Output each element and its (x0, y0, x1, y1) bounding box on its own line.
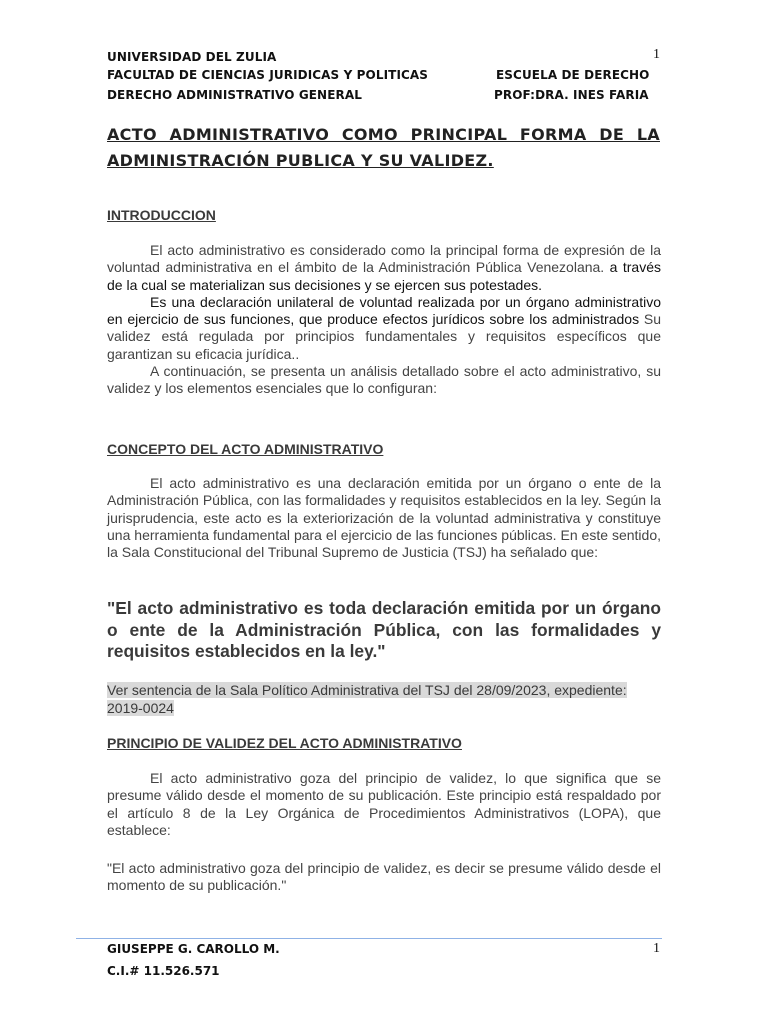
title-line-1: ACTO ADMINISTRATIVO COMO PRINCIPAL FORMA DE LA (107, 125, 660, 144)
footer-author: GIUSEPPE G. CAROLLO M. (107, 942, 280, 956)
intro-paragraph (107, 242, 661, 398)
validity-p1-text: El acto administrativo goza del principio de validez, lo que significa que se presume válido desde el momento de su publicación. Este principio está respaldado por el artículo 8 de la Ley Orgánica de Procedimientos Administrativos (LOPA), que establece: (107, 770, 661, 838)
intro-p2-text: Su validez está regulada por principios fundamentales y requisitos específicos que garantizan su eficacia jurídica.. (107, 311, 661, 362)
concept-quote: "El acto administrativo es toda declaración emitida por un órgano o ente de la Administración Pública, con las formalidades y requisitos establecidos en la ley." (107, 598, 661, 662)
header-page-number: 1 (653, 47, 660, 62)
header-faculty: FACULTAD DE CIENCIAS JURIDICAS Y POLITICAS (107, 68, 429, 82)
header-professor: PROF:DRA. INES FARIA (494, 88, 649, 102)
concept-p1-text: El acto administrativo es una declaración emitida por un órgano o ente de la Administración Pública, con las formalidades y requisitos establecidos en la ley. Según la jurisprudencia, este acto es la exteriorización de la voluntad administrativa y constituye una herramienta fundamental para el ejercicio de las funciones públicas. En este sentido, la Sala Constitucional del Tribunal Supremo de Justicia (TSJ) ha señalado que: (107, 475, 661, 561)
sentence-reference-text: Ver sentencia de la Sala Político Administrativa del TSJ del 28/09/2023, expediente: 2019-0024 (107, 682, 627, 716)
intro-p1-text-dark: a través de la cual se materializan sus decisiones y se ejercen sus potestades. (107, 259, 661, 293)
intro-heading: INTRODUCCION (107, 207, 216, 223)
title-line-2: ADMINISTRACIÓN PUBLICA Y SU VALIDEZ. (107, 151, 494, 170)
header-course: DERECHO ADMINISTRATIVO GENERAL (107, 88, 362, 102)
header-school: ESCUELA DE DERECHO (496, 68, 650, 82)
validity-paragraph (107, 770, 661, 839)
intro-p3-text: A continuación, se presenta un análisis detallado sobre el acto administrativo, su validez y los elementos esenciales que lo configuran: (107, 363, 661, 397)
intro-p1-text: El acto administrativo es considerado como la principal forma de expresión de la voluntad administrativa en el ámbito de la Administración Pública Venezolana. (107, 242, 661, 276)
footer-divider (76, 938, 662, 939)
document-title (107, 122, 660, 174)
sentence-reference (107, 682, 661, 717)
validity-heading: PRINCIPIO DE VALIDEZ DEL ACTO ADMINISTRATIVO (107, 735, 462, 751)
validity-quote: "El acto administrativo goza del principio de validez, es decir se presume válido desde el momento de su publicación." (107, 860, 661, 894)
concept-paragraph (107, 475, 661, 561)
header-university: UNIVERSIDAD DEL ZULIA (107, 50, 277, 64)
footer-page-number: 1 (653, 941, 660, 956)
footer-id: C.I.# 11.526.571 (107, 964, 220, 978)
concept-heading: CONCEPTO DEL ACTO ADMINISTRATIVO (107, 441, 384, 457)
intro-p2-text-dark: Es una declaración unilateral de voluntad realizada por un órgano administrativo en ejercicio de sus funciones, que produce efectos jurídicos sobre los administrados (107, 293, 661, 328)
